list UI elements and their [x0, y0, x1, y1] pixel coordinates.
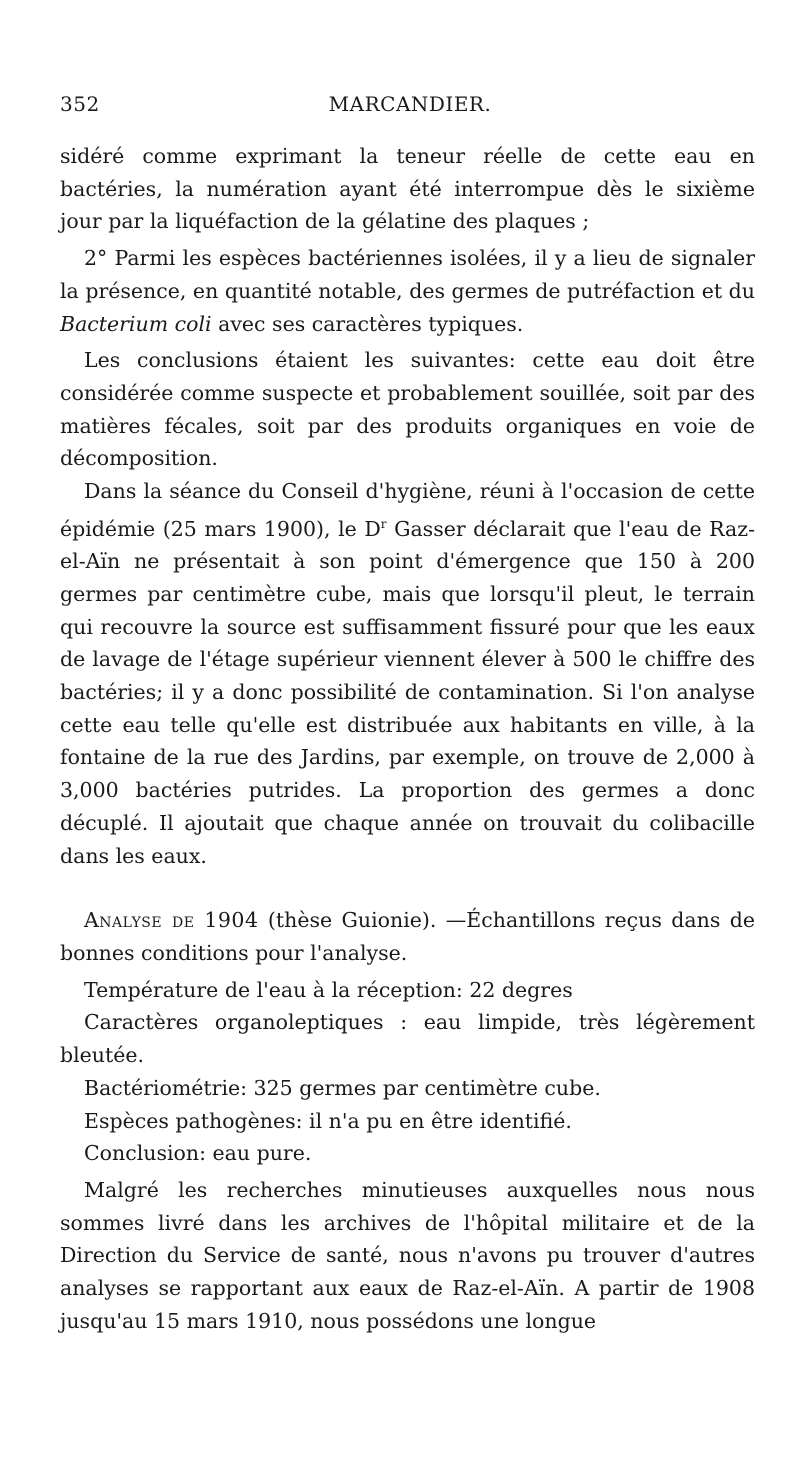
page-body	[60, 140, 755, 1337]
paragraph-observation-2	[60, 242, 755, 340]
running-title: MARCANDIER.	[328, 92, 492, 116]
species-name: Bacterium coli	[60, 311, 212, 336]
paragraph-continuation: sidéré comme exprimant la teneur réelle de cette eau en bactéries, la numération ayant été interrompue dès le sixième jour par la liquéfaction de la gélatine des plaques ;	[60, 144, 755, 234]
section-heading: Analyse de 1904	[84, 908, 259, 933]
paragraph-conseil-hygiene	[60, 475, 755, 872]
paragraph-archives: Malgré les recherches minutieuses auxquelles nous nous sommes livré dans les archives de l'hôpital militaire et de la Direction du Service de santé, nous n'avons pu trouver d'autres analyses se rapportant aux eaux de Raz-el-Aïn. A partir de 1908 jusqu'au 15 mars 1910, nous possédons une longue	[60, 1177, 755, 1333]
paragraph-text: Gasser déclarait que l'eau de Raz-el-Aïn ne présentait à son point d'émergence que 150 à 200 germes par centimètre cube, mais que lorsqu'il pleut, le terrain qui recouvre la source est suffisamment fissuré pour que les eaux de lavage de l'étage supérieur viennent élever à 500 le chiffre des bactéries; il y a donc possibilité de contamination. Si l'on analyse cette eau telle qu'elle est distribuée aux habitants en ville, à la fontaine de la rue des Jardins, par exemple, on trouve de 2,000 à 3,000 bactéries putrides. La proportion des germes a donc décuplé. Il ajoutait que chaque année on trouvait du colibacille dans les eaux.	[60, 516, 755, 868]
paragraph-text: Dans la séance du Conseil d'hygiène, réuni à l'occasion de cette épidémie (25 mars 1900), le D	[60, 479, 755, 541]
paragraph-analyse-1904	[60, 904, 755, 969]
superscript: r	[380, 516, 387, 531]
result-bacteriometry: Bactériométrie: 325 germes par centimètre cube.	[84, 1075, 601, 1100]
page-number: 352	[60, 92, 100, 116]
paragraph-text: avec ses caractères typiques.	[211, 311, 524, 336]
paragraph-conclusions: Les conclusions étaient les suivantes: cette eau doit être considérée comme suspecte et probablement souillée, soit par des matières fécales, soit par des produits organiques en voie de décomposition.	[60, 348, 755, 471]
paragraph-text: (thèse Guionie). —Échantillons reçus dans de bonnes conditions pour l'analyse.	[60, 908, 755, 965]
result-temperature: Température de l'eau à la réception: 22 degres	[84, 977, 573, 1002]
result-pathogens: Espèces pathogènes: il n'a pu en être identifié.	[84, 1108, 572, 1133]
running-header	[60, 92, 760, 122]
result-conclusion: Conclusion: eau pure.	[84, 1141, 312, 1166]
paragraph-text: 2° Parmi les espèces bactériennes isolées, il y a lieu de signaler la présence, en quantité notable, des germes de putréfaction et du	[60, 246, 755, 303]
result-organoleptic: Caractères organoleptiques : eau limpide, très légèrement bleutée.	[60, 1010, 755, 1068]
